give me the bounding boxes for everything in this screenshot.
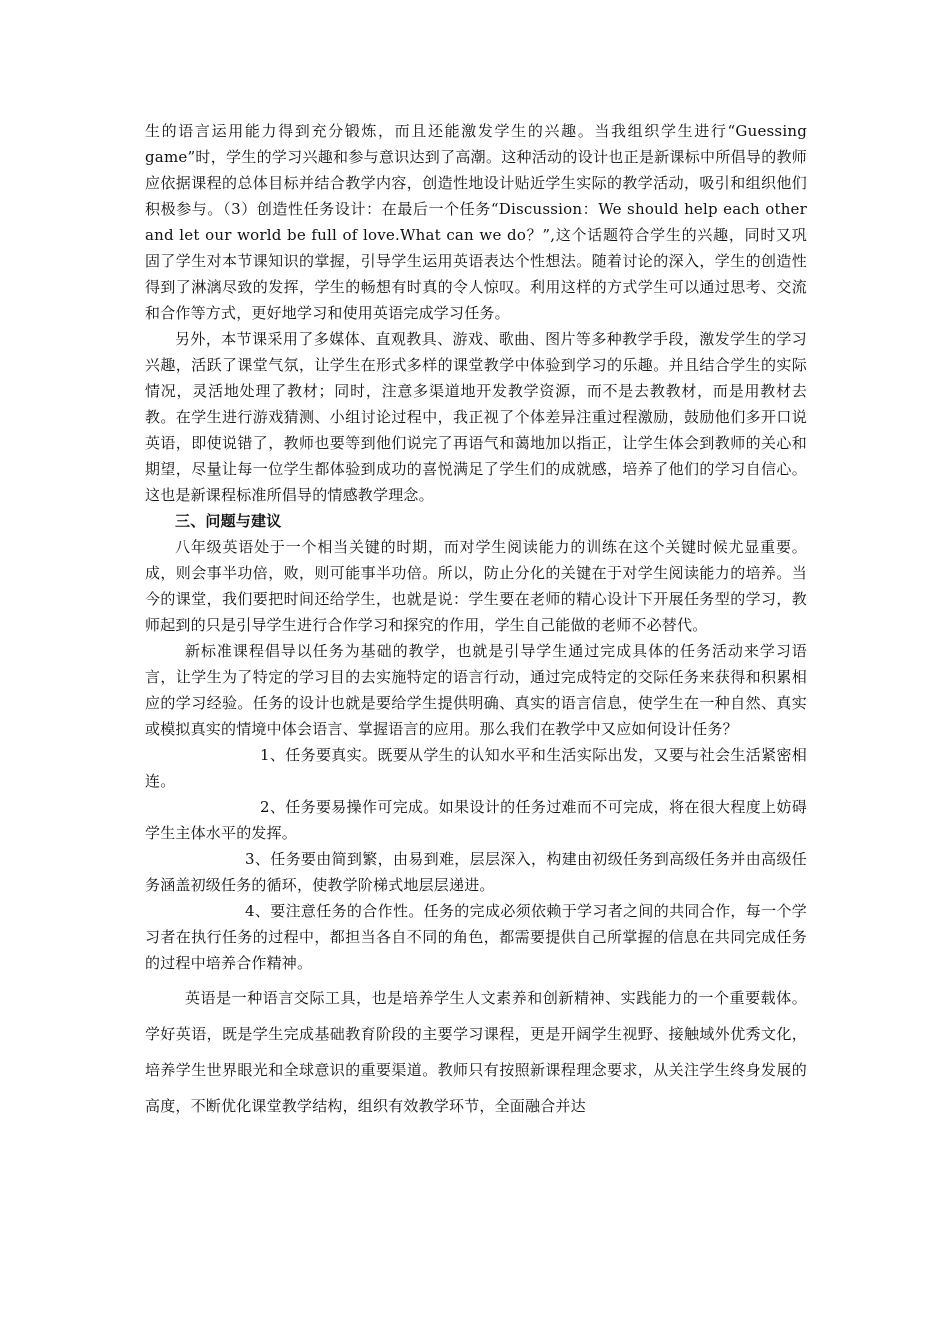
- paragraph-teaching-methods: 另外，本节课采用了多媒体、直观教具、游戏、歌曲、图片等多种教学手段，激发学生的学习兴趣，活跃了课堂气氛，让学生在形式多样的课堂教学中体验到学习的乐趣。并且结合学生的实际情况，灵活地处理了教材；同时，注意多渠道地开发教学资源，而不是去教教材，而是用教材去教。在学生进行游戏猜测、小组讨论过程中，我正视了个体差异注重过程激励，鼓励他们多开口说英语，即使说错了，教师也要等到他们说完了再语气和蔼地加以指正，让学生体会到教师的关心和期望，尽量让每一位学生都体验到成功的喜悦满足了学生们的成就感，培养了他们的学习自信心。这也是新课程标准所倡导的情感教学理念。: [145, 330, 807, 504]
- list-item-task-progressive: 3、任务要由简到繁，由易到难，层层深入，构建由初级任务到高级任务并由高级任务涵盖初级任务的循环，使教学阶梯式地层层递进。: [145, 850, 807, 894]
- list-item-task-real: 1、任务要真实。既要从学生的认知水平和生活实际出发，又要与社会生活紧密相连。: [145, 746, 807, 790]
- paragraph-task-design: 生的语言运用能力得到充分锻炼，而且还能激发学生的兴趣。当我组织学生进行“Guessing game”时，学生的学习兴趣和参与意识达到了高潮。这种活动的设计也正是新课标中所倡导的教师应依据课程的总体目标并结合教学内容，创造性地设计贴近学生实际的教学活动，吸引和组织他们积极参与。（3）创造性任务设计：在最后一个任务“Discussion：We should help each other and let our world be full of love.What can we do？”,这个话题符合学生的兴趣，同时又巩固了学生对本节课知识的掌握，引导学生运用英语表达个性想法。随着讨论的深入，学生的创造性得到了淋漓尽致的发挥，学生的畅想有时真的令人惊叹。利用这样的方式学生可以通过思考、交流和合作等方式，更好地学习和使用英语完成学习任务。: [145, 122, 812, 322]
- list-item-task-operable: 2、任务要易操作可完成。如果设计的任务过难而不可完成，将在很大程度上妨碍学生主体水平的发挥。: [145, 798, 807, 842]
- paragraph-task-based-teaching: 新标准课程倡导以任务为基础的教学，也就是引导学生通过完成具体的任务活动来学习语言，让学生为了特定的学习目的去实施特定的语言行动，通过完成特定的交际任务来获得和积累相应的学习经验。任务的设计也就是要给学生提供明确、真实的语言信息，使学生在一种自然、真实或模拟真实的情境中体会语言、掌握语言的应用。那么我们在教学中又应如何设计任务？: [145, 642, 807, 738]
- paragraph-reading-ability: 八年级英语处于一个相当关键的时期，而对学生阅读能力的训练在这个关键时候尤显重要。成，则会事半功倍，败，则可能事半功倍。所以，防止分化的关键在于对学生阅读能力的培养。当今的课堂，我们要把时间还给学生，也就是说：学生要在老师的精心设计下开展任务型的学习，教师起到的只是引导学生进行合作学习和探究的作用，学生自己能做的老师不必替代。: [145, 538, 807, 634]
- paragraph-english-importance: 英语是一种语言交际工具，也是培养学生人文素养和创新精神、实践能力的一个重要载体。学好英语，既是学生完成基础教育阶段的主要学习课程，更是开阔学生视野、接触域外优秀文化，培养学生世界眼光和全球意识的重要渠道。教师只有按照新课程理念要求，从关注学生终身发展的高度，不断优化课堂教学结构，组织有效教学环节，全面融合并达: [145, 989, 807, 1115]
- section-heading-problems-suggestions: 三、问题与建议: [175, 512, 282, 530]
- document-body: [145, 118, 812, 1124]
- list-item-task-cooperative: 4、要注意任务的合作性。任务的完成必须依赖于学习者之间的共同合作，每一个学习者在执行任务的过程中，都担当各自不同的角色，都需要提供自己所掌握的信息在共同完成任务的过程中培养合作精神。: [145, 902, 807, 972]
